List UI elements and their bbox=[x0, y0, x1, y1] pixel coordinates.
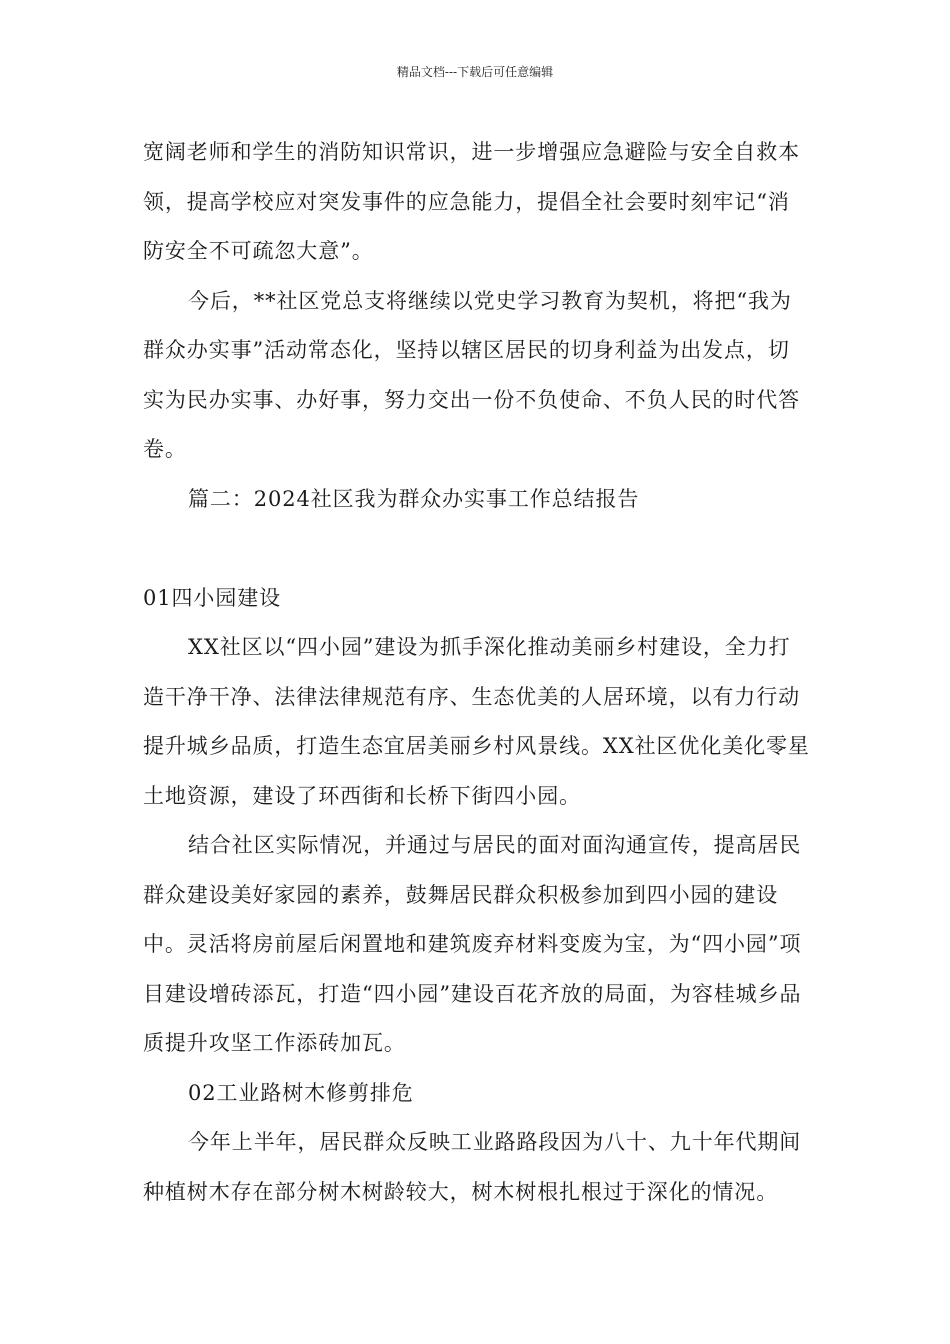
paragraph-community-engagement: 结合社区实际情况，并通过与居民的面对面沟通宣传，提高居民群众建设美好家园的素养，鼓舞居民群众积极参加到四小园的建设中。灵活将房前屋后闲置地和建筑废弃材料变废为宝，为“四小园”项目建设增砖添瓦，打造“四小园”建设百花齐放的局面，为容桂城乡品质提升攻坚工作添砖加瓦。 bbox=[143, 833, 802, 1055]
page-header: 精品文档---下载后可任意编辑 bbox=[396, 65, 554, 79]
document-body bbox=[143, 128, 811, 1217]
section-heading-part-two: 篇二：2024社区我为群众办实事工作总结报告 bbox=[188, 486, 640, 511]
section-heading-02: 02工业路树木修剪排危 bbox=[188, 1080, 414, 1105]
paragraph-continuation: 宽阔老师和学生的消防知识常识，进一步增强应急避险与安全自救本领，提高学校应对突发事件的应急能力，提倡全社会要时刻牢记“消防安全不可疏忽大意”。 bbox=[143, 140, 800, 263]
paragraph-tree-trimming: 今年上半年，居民群众反映工业路路段因为八十、九十年代期间种植树木存在部分树木树龄较大，树木树根扎根过于深化的情况。 bbox=[143, 1130, 802, 1204]
paragraph-future-plan: 今后，**社区党总支将继续以党史学习教育为契机，将把“我为群众办实事”活动常态化，坚持以辖区居民的切身利益为出发点，切实为民办实事、办好事，努力交出一份不负使命、不负人民的时代答卷。 bbox=[143, 288, 800, 461]
paragraph-garden-construction: XX社区以“四小园”建设为抓手深化推动美丽乡村建设，全力打造干净干净、法律法律规范有序、生态优美的人居环境，以有力行动提升城乡品质，打造生态宜居美丽乡村风景线。XX社区优化美化零星土地资源，建设了环西街和长桥下街四小园。 bbox=[143, 635, 810, 808]
section-heading-01: 01四小园建设 bbox=[143, 585, 282, 610]
